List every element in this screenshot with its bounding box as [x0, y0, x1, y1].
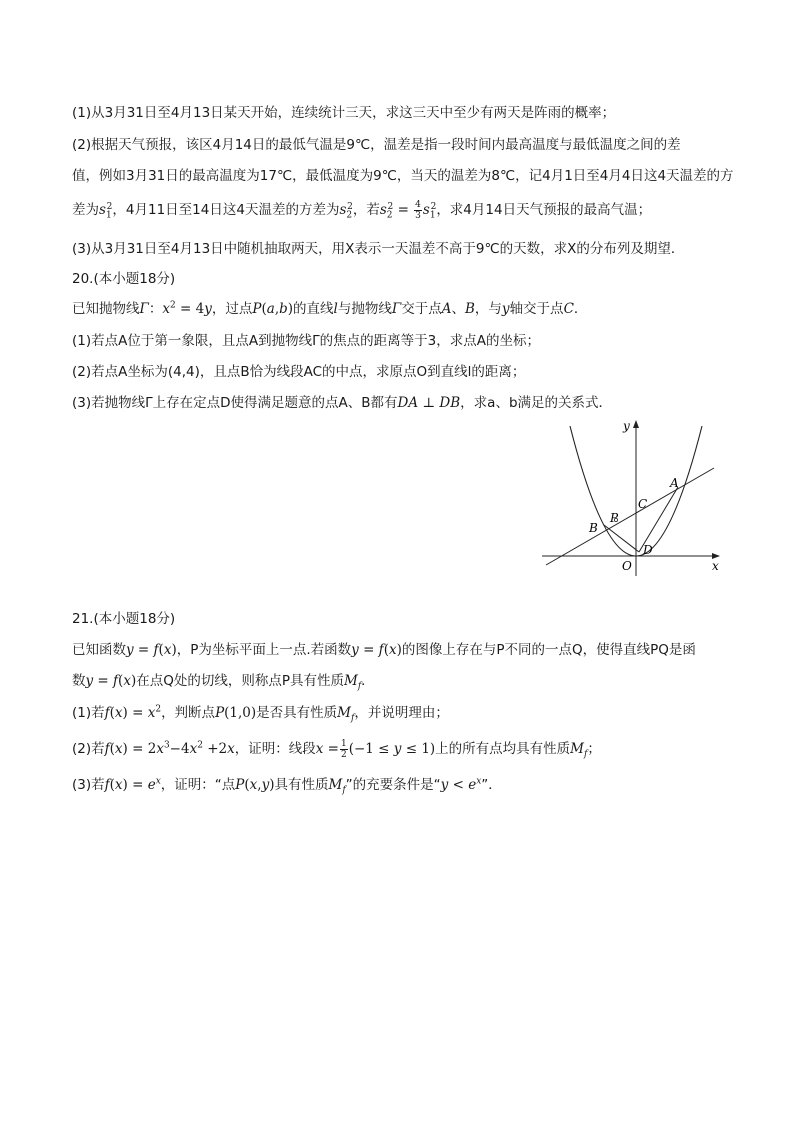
q20-stem-text1: 已知抛物线 — [72, 301, 140, 317]
q21-p3-text3: 具有性质 — [274, 777, 329, 793]
q21-heading: 21.(本小题18分) — [72, 611, 176, 627]
q21-stem-a1: 已知函数 — [72, 642, 126, 658]
math-s1-squared: $s_1^2$ — [99, 201, 113, 221]
math-mf-4: $M_f$ — [328, 777, 346, 796]
math-y-fx: y = f(x) — [126, 642, 177, 658]
q21-p3-text5: ”． — [481, 777, 502, 793]
label-y: y — [623, 419, 630, 433]
math-variance-relation: $s_2^2$ = $\frac{4}{3}$ $s_1^2$ — [379, 200, 437, 221]
q20-part2: (2)若点A坐标为(4,4)，且点B恰为线段AC的中点，求原点O到直线l的距离； — [72, 364, 526, 380]
label-O: O — [622, 559, 632, 573]
q20-p3-text2: ，求a、b满足的关系式． — [460, 395, 613, 411]
q21-stem-a2: ，P为坐标平面上一点.若函数 — [176, 642, 352, 658]
math-fx-cubic: $f(x) = 2x^3-4x^2 +2x$ — [104, 740, 235, 757]
q21-p3-text2: ，证明：“点 — [160, 777, 236, 793]
math-y-fx-2: y = f(x) — [351, 642, 402, 658]
q21-stem-b1: 数 — [72, 673, 86, 689]
y-axis-arrow — [633, 420, 639, 428]
q20-part1: (1)若点A位于第一象限，且点A到抛物线Γ的焦点的距离等于3，求点A的坐标； — [72, 333, 540, 349]
q21-stem-a3: 的图像上存在与P不同的一点Q，使得直线PQ是函 — [401, 642, 696, 658]
q21-part3 — [72, 775, 502, 795]
q19-p2c-text4: ，求4月14日天气预报的最高气温； — [436, 202, 652, 218]
label-P: P — [610, 511, 619, 525]
math-s2-squared: $s_2^2$ — [339, 201, 353, 221]
math-mf-3: $M_f$； — [570, 741, 601, 760]
q21-p2-text2: ，证明：线段 — [234, 741, 316, 757]
q20-stem-text4: 与抛物线 — [337, 301, 392, 317]
label-D: D — [643, 543, 653, 557]
q20-stem-text6: ，与 — [474, 301, 502, 317]
q20-stem — [72, 299, 587, 319]
q21-p1-text2: ，判断点 — [161, 705, 216, 721]
math-mf-2: $M_f$ — [337, 705, 355, 724]
q21-stem-line1 — [72, 640, 696, 660]
q19-part2-line2: 值，例如3月31日的最高温度为17℃，最低温度为9℃，当天的温差为8℃，记4月1日至4月4日这4天温差的方 — [72, 168, 734, 184]
q21-stem-b2: 在点Q处的切线，则称点P具有性质 — [136, 673, 344, 689]
q21-p2-text1: (2)若 — [72, 741, 105, 757]
q20-stem-text7: 轴交于点 — [509, 301, 564, 317]
label-C: C — [638, 497, 648, 511]
q19-part3: (3)从3月31日至4月13日中随机抽取两天，用X表示一天温差不高于9℃的天数，求X的分布列及期望． — [72, 241, 685, 257]
q21-part1 — [72, 703, 449, 723]
q21-part2 — [72, 739, 601, 759]
math-y-lt-ex: $y < e^x$ — [440, 776, 482, 793]
math-gamma: Γ — [391, 301, 402, 317]
q21-p2-text3: 上的所有点均具有性质 — [435, 741, 571, 757]
math-parabola: Γ：$x^2 = 4y$ — [139, 300, 212, 317]
q20-stem-text2: ，过点 — [211, 301, 253, 317]
math-perpendicular: DA ⊥ DB — [397, 395, 461, 411]
q21-p1-text4: ，并说明理由； — [354, 705, 449, 721]
math-point-c: C． — [563, 301, 588, 317]
q21-p3-text4: ”的充要条件是“ — [345, 777, 441, 793]
line-l — [546, 468, 714, 565]
q19-p2c-text1: 差为 — [72, 202, 99, 218]
math-points-ab: A、B — [441, 301, 475, 317]
q19-part2-line1: (2)根据天气预报，该区4月14日的最低气温是9℃，温差是指一段时间内最高温度与最低温度之间的差 — [72, 137, 681, 153]
segment-DB — [604, 525, 639, 552]
q19-part2-line3 — [72, 200, 651, 220]
q21-stem-line2 — [72, 671, 375, 691]
math-fx-ex: $f(x) = e^x$ — [104, 776, 161, 793]
label-x: x — [712, 559, 719, 573]
q20-stem-text3: 的直线 — [293, 301, 334, 317]
q21-p1-text1: (1)若 — [72, 705, 105, 721]
parabola-figure — [540, 418, 722, 578]
q21-p1-text3: 是否具有性质 — [256, 705, 338, 721]
math-y-fx-3: y = f(x) — [85, 673, 137, 689]
math-line-l: l — [333, 301, 338, 317]
q21-p3-text1: (3)若 — [72, 777, 105, 793]
q20-stem-text5: 交于点 — [401, 301, 442, 317]
label-A: A — [670, 476, 679, 490]
math-fx-x2: $f(x) = x^2$ — [104, 704, 162, 721]
label-B: B — [589, 521, 598, 535]
math-point-p10: P(1,0) — [215, 705, 257, 721]
q19-p2c-text3: ，若 — [352, 202, 380, 218]
q20-heading: 20.(本小题18分) — [72, 271, 176, 287]
q19-p2c-text2: ，4月11日至14日这4天温差的方差为 — [112, 202, 340, 218]
math-segment-x-half: x = $\frac{1}{2}$ (−1 ≤ y ≤ 1) — [315, 739, 436, 760]
q20-part3 — [72, 393, 612, 413]
math-point-p: P(a,b) — [252, 301, 294, 317]
q20-p3-text1: (3)若抛物线Γ上存在定点D使得满足题意的点A、B都有 — [72, 395, 398, 411]
q19-part1: (1)从3月31日至4月13日某天开始，连续统计三天，求这三天中至少有两天是阵雨的概率； — [72, 105, 616, 121]
math-y-axis: y — [501, 301, 510, 317]
math-point-pxy: P(x,y) — [235, 777, 275, 793]
math-mf: $M_f$． — [344, 673, 375, 692]
